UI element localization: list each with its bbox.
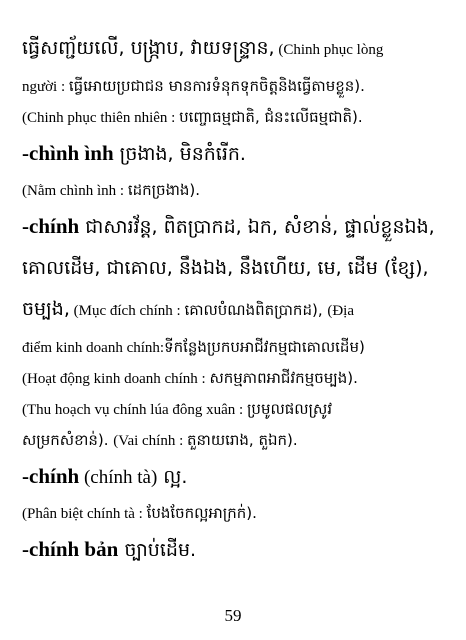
text-line — [22, 498, 452, 529]
headword: -chính bản — [22, 537, 119, 561]
page-number: 59 — [224, 606, 242, 625]
khmer-text: គោលបំណងពិតប្រាកដ), — [184, 301, 328, 319]
vietnamese-text: (Phân biệt chính tà : — [22, 506, 147, 522]
text-line — [22, 133, 452, 175]
vietnamese-text: người : — [22, 79, 69, 95]
vietnamese-text: (Địa — [327, 303, 355, 319]
khmer-text: ធ្វើអោយប្រជាជន មានការទំនុកទុកចិត្តនិងធ្វើតាមខ្លួន). — [68, 77, 365, 95]
khmer-text: សកម្មភាពអាជីវកម្មចម្បង). — [209, 369, 358, 387]
headword: -chình ình — [22, 141, 114, 165]
text-line — [22, 332, 452, 363]
vietnamese-text: (Hoạt động kinh doanh chính : — [22, 371, 210, 387]
headword: -chính — [22, 214, 80, 238]
headword: -chính — [22, 464, 80, 488]
khmer-text: ទីកន្លែងប្រកបអាជីវកម្មជាគោលដើម) — [164, 338, 365, 356]
text-line — [22, 175, 452, 206]
text-line — [22, 529, 452, 571]
khmer-text: បែងចែកល្អអាក្រក់). — [146, 504, 257, 522]
khmer-text: គោលដើម, ជាគោល, នឹងឯង, នឹងហើយ, មេ, ដើម (ខ្សែ), — [22, 257, 429, 279]
text-line — [22, 394, 452, 425]
dictionary-page — [22, 28, 452, 571]
vietnamese-text: (Chinh phục thiên nhiên : — [22, 110, 180, 126]
khmer-text: ច្បាប់ដើម. — [118, 539, 197, 561]
khmer-text: បញ្ចោធម្មជាតិ, ជំនះលើធម្មជាតិ). — [179, 108, 363, 126]
entry-lines — [22, 28, 452, 571]
text-line — [22, 248, 452, 289]
vietnamese-text: điểm kinh doanh chính: — [22, 340, 165, 356]
khmer-text: ធ្វើសញ្ជ័យលើ, បង្ក្រាប, វាយទន្ទ្រាន, — [22, 37, 275, 59]
khmer-text: ច្រងាង, មិនកំរើក. — [113, 143, 246, 165]
khmer-text: សម្រកសំខាន់). — [22, 431, 114, 449]
khmer-text: ចម្បង, — [22, 298, 70, 320]
vietnamese-text: (Chinh phục lòng — [274, 42, 384, 58]
text-line — [22, 425, 452, 456]
khmer-text: តួនាយរោង, តួឯក). — [187, 431, 298, 449]
khmer-text: ប្រមូលផលស្រូវ — [246, 400, 333, 418]
khmer-text: ដេកច្រងាង). — [127, 181, 201, 199]
text-line — [22, 206, 452, 248]
text-line — [22, 289, 452, 332]
text-line — [22, 363, 452, 394]
text-line — [22, 28, 452, 71]
vietnamese-text: (Mục đích chính : — [69, 303, 185, 319]
text-line — [22, 102, 452, 133]
khmer-text: ល្អ. — [157, 466, 188, 488]
vietnamese-text: (Vai chính : — [113, 433, 188, 449]
vietnamese-text: (chính tà) — [79, 467, 158, 488]
vietnamese-text: (Nằm chình ình : — [22, 183, 128, 199]
text-line — [22, 456, 452, 498]
text-line — [22, 71, 452, 102]
vietnamese-text: (Thu hoạch vụ chính lúa đông xuân : — [22, 402, 247, 418]
khmer-text: ជាសារវ័ន្ត, ពិតប្រាកដ, ឯក, សំខាន់, ផ្ទាល់ខ្លួនឯង, — [79, 216, 435, 238]
